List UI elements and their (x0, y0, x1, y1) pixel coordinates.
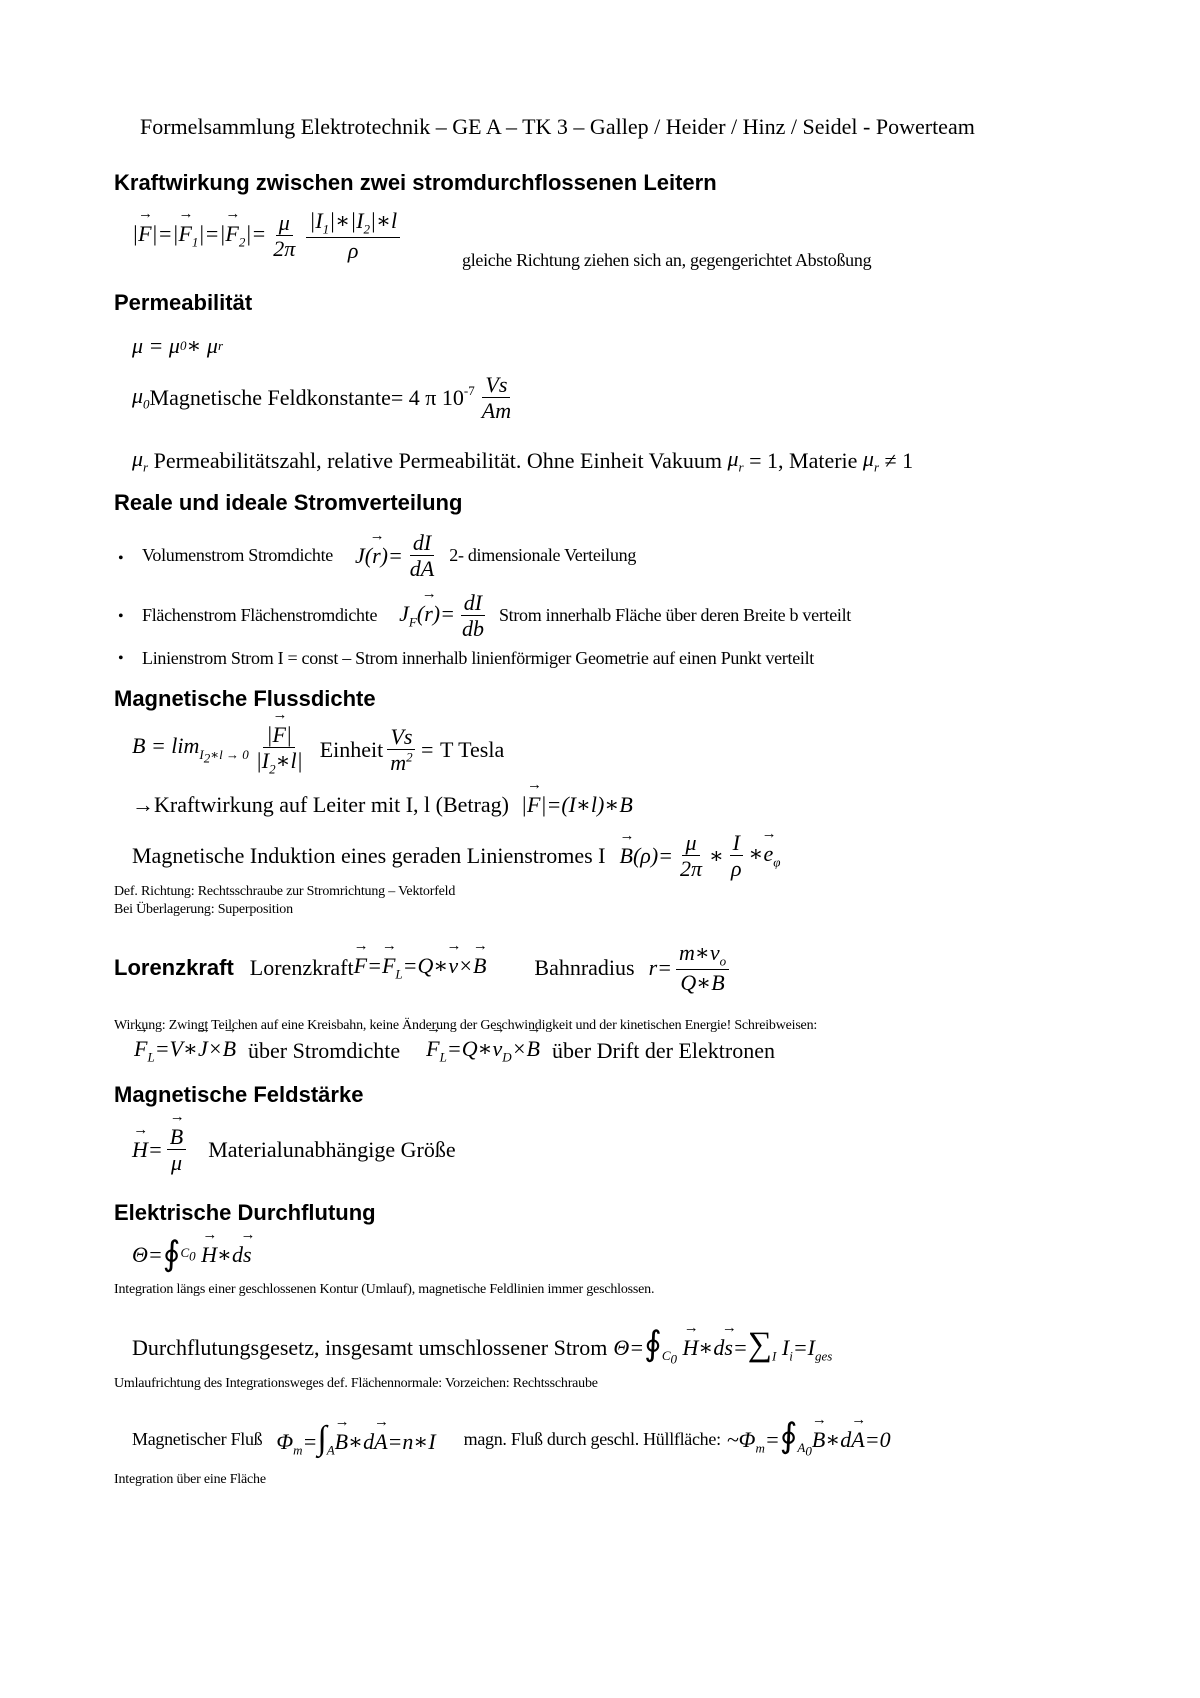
feldstaerke-note: Materialunabhängige Größe (208, 1136, 456, 1162)
formula-induktion: Magnetische Induktion eines geraden Linienstromes I → B(ρ)= $\frac{\mu}{2\pi}$ ∗ $\frac{I}{\rho}$ ∗→ $e_\varphi$ (132, 830, 780, 882)
einheit-label: Einheit (319, 736, 384, 762)
fluss-text: Magnetischer Fluß (132, 1429, 263, 1450)
mur-vakuum: = 1, Materie (749, 447, 858, 473)
drift-label: über Drift der Elektronen (552, 1037, 775, 1063)
note-kraftwirkung: gleiche Richtung ziehen sich an, gegengerichtet Abstoßung (462, 250, 872, 270)
heading-permeabilitaet: Permeabilität (114, 290, 253, 315)
formula-durchflutung: Θ= ∮ $C_0$ → H ∗d → s (132, 1238, 252, 1272)
lorenzkraft-label: Lorenzkraft (249, 954, 354, 980)
formula-mu0: $\mu_0$ Magnetische Feldkonstante = 4 π 10 $^{-7}$ $\frac{Vs}{Am}$ (132, 372, 512, 424)
mu0-text: Magnetische Feldkonstante (149, 384, 391, 410)
formula-kraftwirkung-leiter: →Kraftwirkung auf Leiter mit I, l (Betrag) |→ F|=(I∗l)∗B (132, 792, 633, 818)
formula-feldstaerke: → H= → $\frac{B}{\mu}$ Materialunabhängige Größe (132, 1124, 456, 1176)
mu0-exponent: -7 (463, 382, 475, 398)
mu0-value: = 4 π 10 (390, 384, 464, 410)
stromdichte-label: über Stromdichte (248, 1037, 401, 1063)
huelle-text: magn. Fluß durch geschl. Hüllfläche: (463, 1429, 721, 1450)
note-integration: Integration längs einer geschlossenen Kontur (Umlauf), magnetische Feldlinien immer geschlossen. (114, 1282, 655, 1297)
heading-feldstaerke: Magnetische Feldstärke (114, 1082, 364, 1107)
bullet-volumenstrom: Volumenstrom Stromdichte J(→ r)= $\frac{dI}{dA}$ 2- dimensionale Verteilung (142, 530, 636, 582)
induktion-text: Magnetische Induktion eines geraden Linienstromes I (132, 842, 606, 868)
note-umlaufrichtung: Umlaufrichtung des Integrationsweges def. Flächennormale: Vorzeichen: Rechtsschraube (114, 1376, 598, 1391)
flaechenstrom-label: Flächenstrom Flächenstromdichte (142, 605, 378, 626)
kraft-text: →Kraftwirkung auf Leiter mit I, l (Betrag) (132, 792, 509, 817)
bullet-dot: • (118, 608, 124, 625)
tesla-label: T Tesla (440, 736, 505, 762)
formula-mu: μ = μ 0 ∗ μ r (132, 333, 223, 358)
bullet-flaechenstrom: Flächenstrom Flächenstromdichte $J_F(\to r)=$ $\frac{dI}{db}$ Strom innerhalb Fläche über deren Breite b verteilt (142, 590, 851, 642)
bahnradius-label: Bahnradius (534, 954, 635, 980)
heading-lorenzkraft: Lorenzkraft (114, 954, 234, 980)
document-header: Formelsammlung Elektrotechnik – GE A – TK 3 – Gallep / Heider / Hinz / Seidel - Powerteam (140, 114, 975, 139)
bullet-dot: • (118, 550, 124, 567)
note-flaeche: Integration über eine Fläche (114, 1472, 266, 1487)
heading-kraftwirkung: Kraftwirkung zwischen zwei stromdurchflossenen Leitern (114, 170, 717, 195)
note-superposition: Bei Überlagerung: Superposition (114, 902, 293, 917)
gesetz-text: Durchflutungsgesetz, insgesamt umschlossener Strom (132, 1334, 608, 1360)
heading-durchflutung: Elektrische Durchflutung (114, 1200, 376, 1225)
note-wirkung: Wirkung: Zwingt Teilchen auf eine Kreisbahn, keine Änderung der Geschwindigkeit und der kinetischen Energie! Schreibweisen: (114, 1018, 818, 1033)
bullet-linienstrom: Linienstrom Strom I = const – Strom innerhalb linienförmiger Geometrie auf einen Punkt verteilt (142, 648, 814, 668)
bullet-dot: • (118, 650, 124, 667)
heading-stromverteilung: Reale und ideale Stromverteilung (114, 490, 463, 515)
heading-flussdichte: Magnetische Flussdichte (114, 686, 376, 711)
formula-durchflutungsgesetz: Durchflutungsgesetz, insgesamt umschlossener Strom $\Theta=∮_{C_0}$ → H∗d→ $s=\sum_I$ $I_i=I_{ges}$ (132, 1328, 832, 1368)
note-richtung: Def. Richtung: Rechtsschraube zur Stromrichtung – Vektorfeld (114, 884, 456, 899)
formula-lorenzkraft: Lorenzkraft Lorenzkraft → $F=\to F_L=Q∗\to v\times\to B$ Bahnradius r= $\frac{m∗v_o}{Q∗B}$ (114, 940, 733, 996)
flaechenstrom-note: Strom innerhalb Fläche über deren Breite b verteilt (498, 605, 852, 626)
formula-flussdichte: $B = \lim_{I_2∗l \to 0}$ $\frac{|\to F|}{|I_2∗l|}$ Einheit $\frac{Vs}{m^2}$ = T Tesla (132, 722, 504, 778)
mur-materie: ≠ 1 (884, 447, 914, 473)
formula-mur: $\mu_r$ Permeabilitätszahl, relative Permeabilität. Ohne Einheit Vakuum $\mu_r$ = 1, Materie $\mu_r$ ≠ 1 (132, 446, 914, 475)
mur-text: Permeabilitätszahl, relative Permeabilität. Ohne Einheit Vakuum (153, 447, 722, 473)
formula-schreibweisen: → $F_L=V∗\to J\times\to B$ über Stromdichte → $F_L=Q∗\to v_D\times\to B$ über Drift der Elektronen (134, 1036, 775, 1065)
formula-fluss: Magnetischer Fluß $\Phi_m=\int_A\to$ B∗d→ A=n∗I magn. Fluß durch geschl. Hüllfläche: $\sim\Phi_m=∮_{A_0}\to$ B∗d→ A=0 (132, 1420, 891, 1460)
formula-kraft: |→ $F|=|\to F_1|=|\to F_2|=$ $\frac{\mu}{2\pi}$ $\frac{|I_1|∗|I_2|∗l}{\rho}$ (132, 208, 404, 264)
volumenstrom-note: 2- dimensionale Verteilung (449, 545, 637, 566)
volumenstrom-label: Volumenstrom Stromdichte (142, 545, 333, 566)
